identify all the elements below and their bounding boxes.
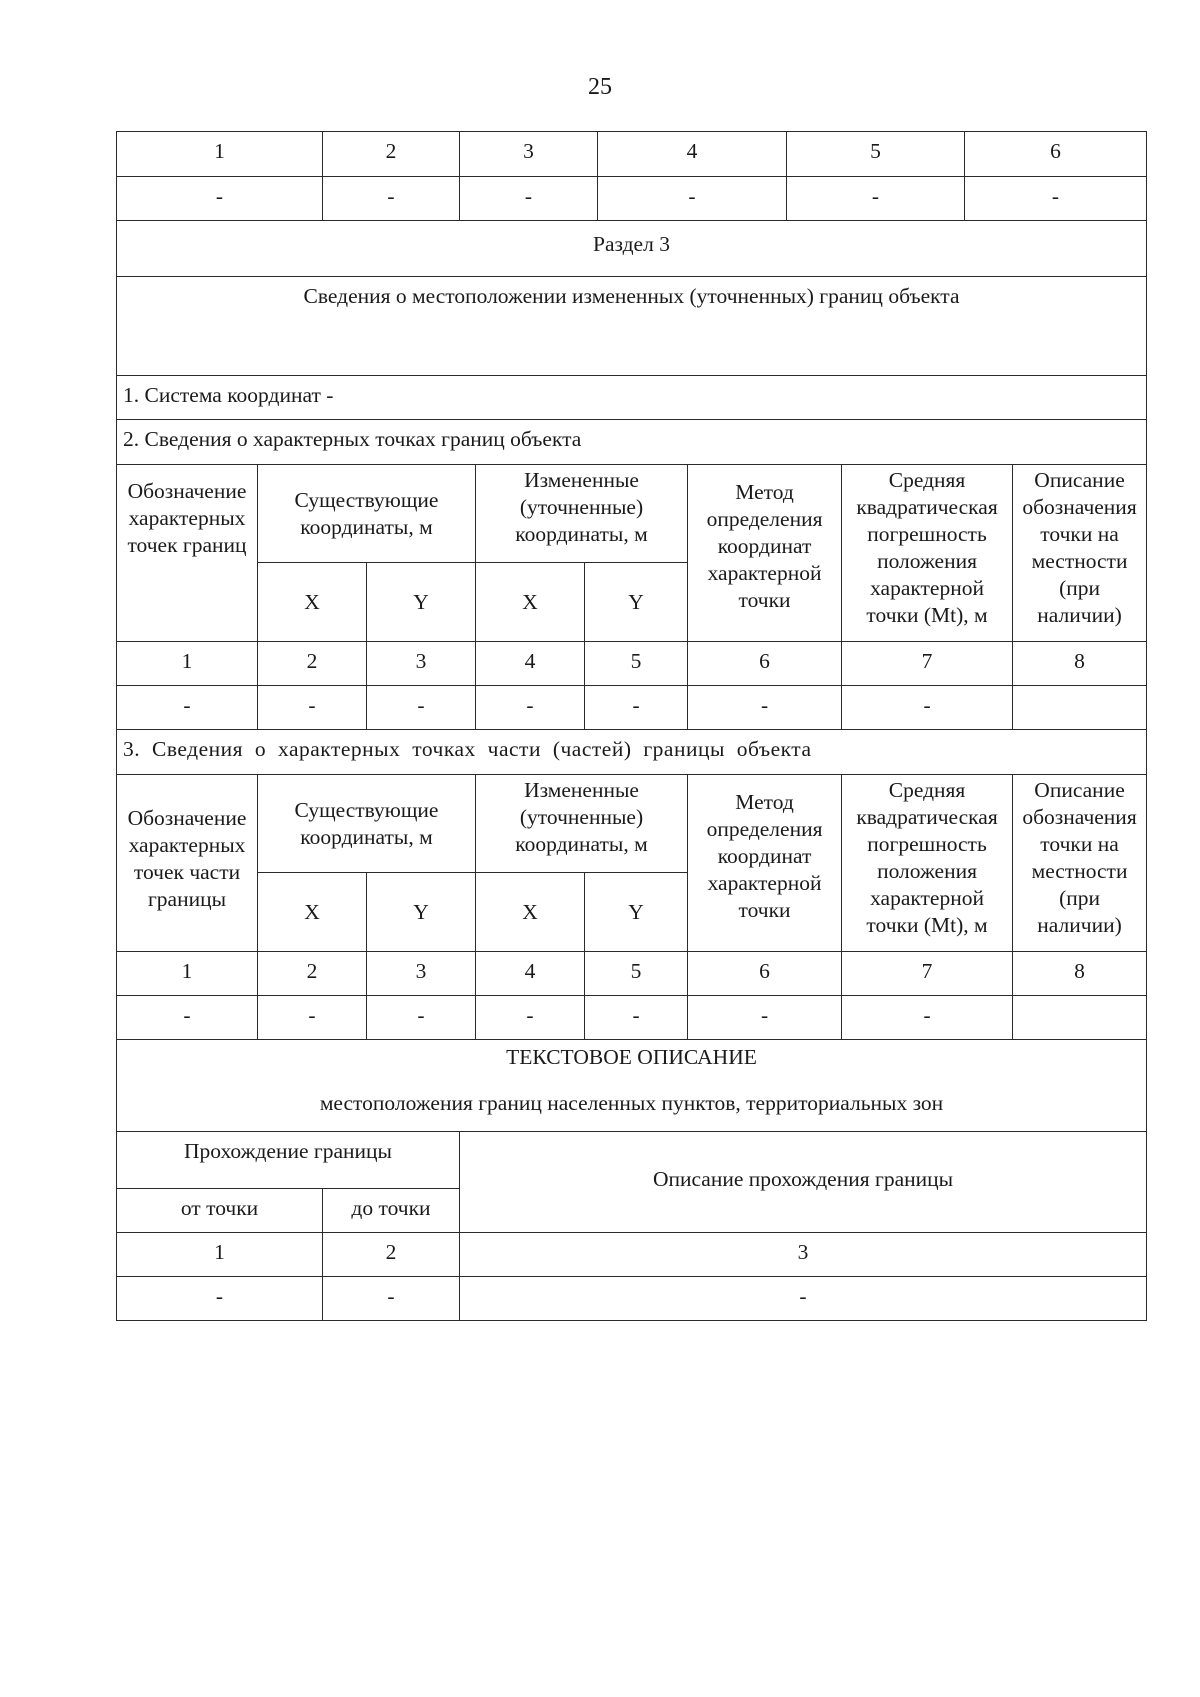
table-cell: -	[258, 686, 367, 730]
col-designation: Обозначение характерных точек границ	[117, 465, 258, 642]
table-cell: -	[476, 996, 585, 1040]
table-cell: -	[323, 1277, 460, 1321]
y-label: Y	[367, 873, 476, 952]
section-table	[116, 131, 1147, 465]
y-label: Y	[585, 873, 688, 952]
col-to-point: до точки	[323, 1189, 460, 1233]
table-cell: -	[598, 177, 787, 221]
y-label: Y	[585, 563, 688, 642]
col-error: Средняя квадратическая погрешность положения характерной точки (Mt), м	[842, 775, 1013, 952]
col-passage: Прохождение границы	[117, 1132, 460, 1189]
col-description: Описание обозначения точки на местности (при наличии)	[1013, 465, 1147, 642]
number-cell: 7	[842, 952, 1013, 996]
section-title: Раздел 3	[117, 221, 1147, 277]
x-label: X	[258, 563, 367, 642]
table-cell: -	[476, 686, 585, 730]
table-cell: -	[965, 177, 1147, 221]
header-cell: 3	[460, 132, 598, 177]
col-method: Метод определения координат характерной точки	[688, 465, 842, 642]
header-cell: 4	[598, 132, 787, 177]
y-label: Y	[367, 563, 476, 642]
number-cell: 3	[367, 642, 476, 686]
number-cell: 4	[476, 642, 585, 686]
number-cell: 8	[1013, 642, 1147, 686]
col-existing: Существующие координаты, м	[258, 775, 476, 873]
parts-caption: 3. Сведения о характерных точках части (частей) границы объекта	[117, 730, 1147, 775]
table-cell: -	[258, 996, 367, 1040]
parts-table	[116, 774, 1147, 1040]
col-changed: Измененные (уточненные) координаты, м	[476, 775, 688, 873]
number-cell: 1	[117, 1233, 323, 1277]
table-cell: -	[367, 686, 476, 730]
x-label: X	[476, 563, 585, 642]
table-cell: -	[323, 177, 460, 221]
number-cell: 8	[1013, 952, 1147, 996]
table-cell: -	[787, 177, 965, 221]
number-cell: 2	[258, 642, 367, 686]
text-description-subtitle: местоположения границ населенных пунктов, территориальных зон	[117, 1086, 1147, 1132]
table-cell: -	[367, 996, 476, 1040]
table-cell: -	[585, 686, 688, 730]
coordinate-system: 1. Система координат -	[117, 376, 1147, 420]
boundary-table	[116, 1039, 1147, 1321]
number-cell: 5	[585, 952, 688, 996]
number-cell: 5	[585, 642, 688, 686]
points-caption: 2. Сведения о характерных точках границ объекта	[117, 420, 1147, 465]
number-cell: 3	[460, 1233, 1147, 1277]
col-existing: Существующие координаты, м	[258, 465, 476, 563]
x-label: X	[476, 873, 585, 952]
table-cell: -	[688, 996, 842, 1040]
number-cell: 1	[117, 952, 258, 996]
table-cell: -	[117, 1277, 323, 1321]
number-cell: 6	[688, 642, 842, 686]
section-subtitle: Сведения о местоположении измененных (уточненных) границ объекта	[117, 277, 1147, 376]
col-designation: Обозначение характерных точек части границы	[117, 775, 258, 952]
table-cell: -	[688, 686, 842, 730]
col-error: Средняя квадратическая погрешность положения характерной точки (Mt), м	[842, 465, 1013, 642]
header-cell: 6	[965, 132, 1147, 177]
col-from-point: от точки	[117, 1189, 323, 1233]
text-description-title: ТЕКСТОВОЕ ОПИСАНИЕ	[117, 1040, 1147, 1086]
header-cell: 1	[117, 132, 323, 177]
number-cell: 4	[476, 952, 585, 996]
x-label: X	[258, 873, 367, 952]
table-cell: -	[117, 177, 323, 221]
points-table	[116, 464, 1147, 775]
table-cell: -	[842, 996, 1013, 1040]
number-cell: 6	[688, 952, 842, 996]
header-cell: 2	[323, 132, 460, 177]
col-boundary-description: Описание прохождения границы	[460, 1132, 1147, 1233]
number-cell: 2	[258, 952, 367, 996]
header-cell: 5	[787, 132, 965, 177]
table-cell: -	[842, 686, 1013, 730]
table-cell	[1013, 996, 1147, 1040]
table-cell	[1013, 686, 1147, 730]
table-cell: -	[117, 686, 258, 730]
table-cell: -	[460, 1277, 1147, 1321]
col-changed: Измененные (уточненные) координаты, м	[476, 465, 688, 563]
table-cell: -	[585, 996, 688, 1040]
col-method: Метод определения координат характерной точки	[688, 775, 842, 952]
number-cell: 7	[842, 642, 1013, 686]
number-cell: 1	[117, 642, 258, 686]
number-cell: 2	[323, 1233, 460, 1277]
table-cell: -	[117, 996, 258, 1040]
col-description: Описание обозначения точки на местности (при наличии)	[1013, 775, 1147, 952]
number-cell: 3	[367, 952, 476, 996]
page-number: 25	[588, 74, 612, 100]
table-cell: -	[460, 177, 598, 221]
